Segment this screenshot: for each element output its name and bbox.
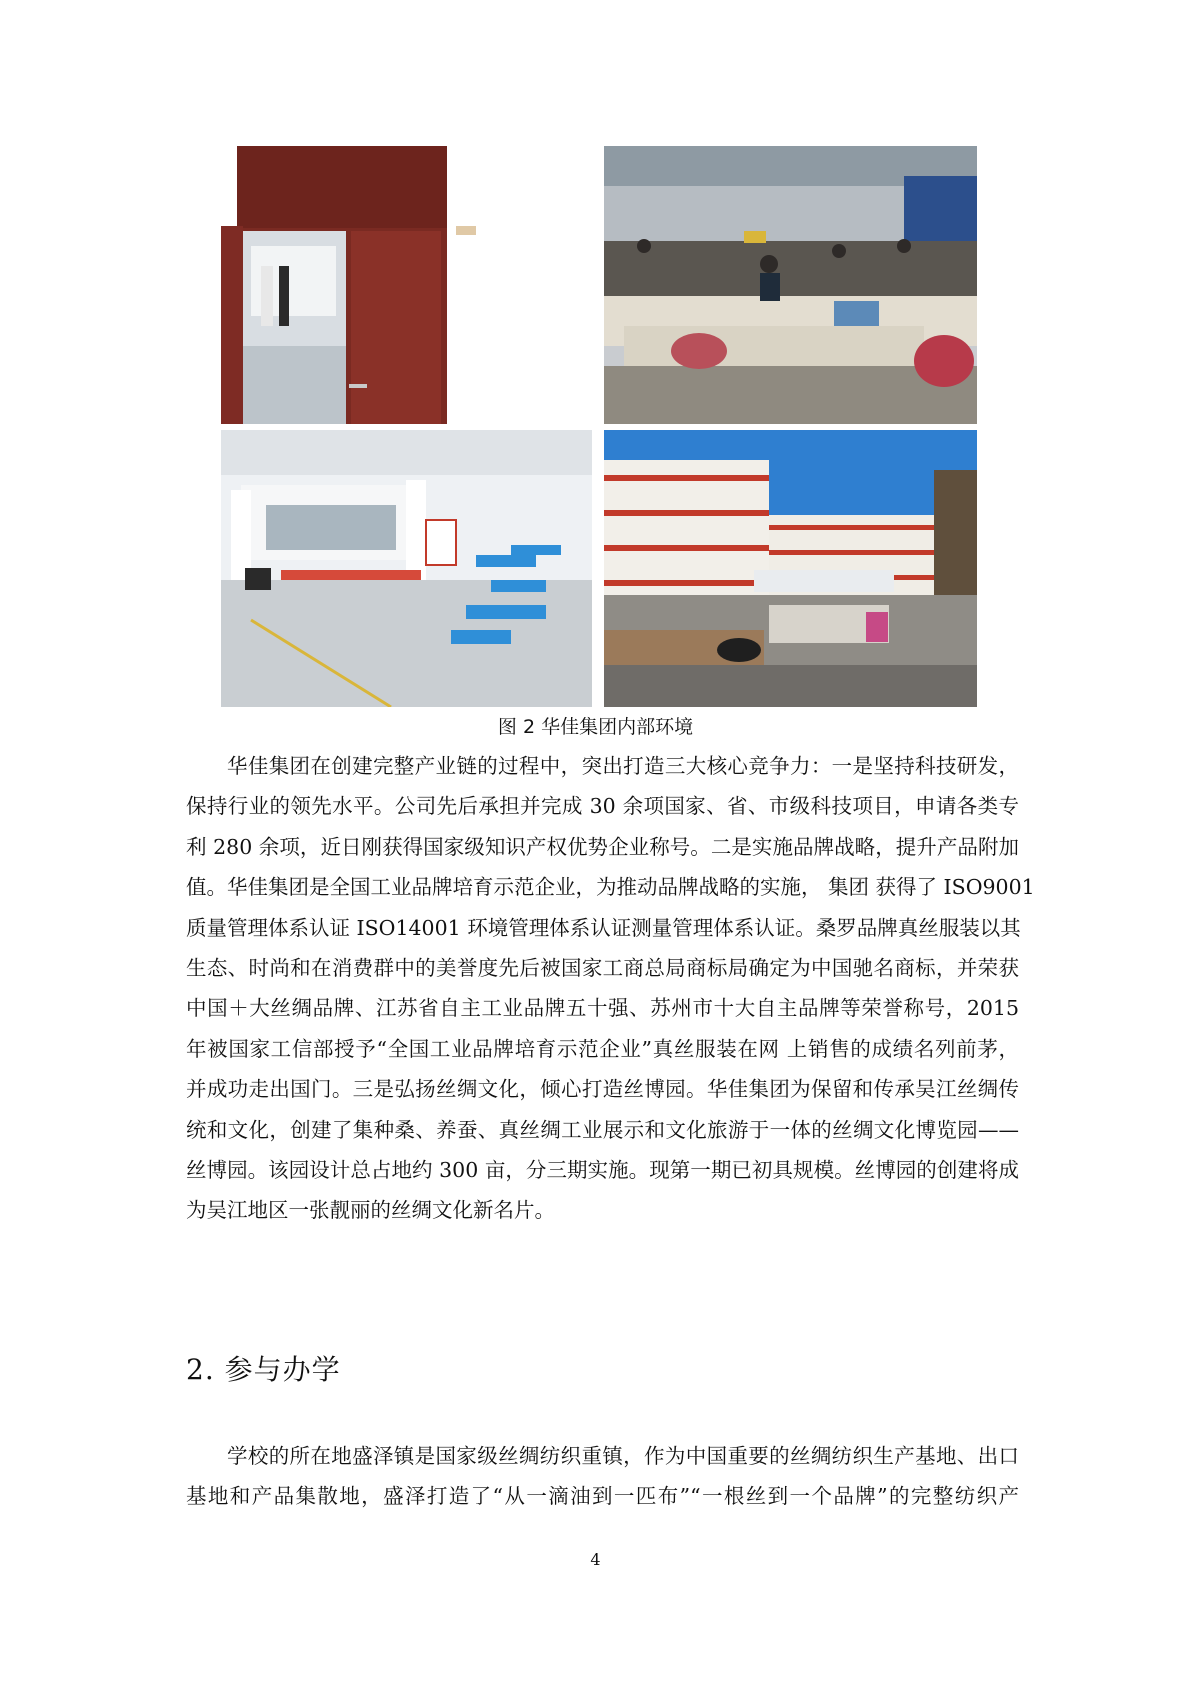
section1-paragraph	[186, 746, 1035, 1231]
photo-dormitory-buildings	[604, 430, 977, 707]
paragraph-line: 值。华佳集团是全国工业品牌培育示范企业，为推动品牌战略的实施， 集团 获得了 ISO9001	[186, 875, 1035, 900]
paragraph-line: 统和文化，创建了集种桑、养蚕、真丝绸工业展示和文化旅游于一体的丝绸文化博览园——	[186, 1117, 1019, 1142]
paragraph-line: 基地和产品集散地，盛泽打造了“从一滴油到一匹布”“一根丝到一个品牌”的完整纺织产	[186, 1484, 1019, 1509]
photo-canteen-hall	[221, 430, 592, 707]
paragraph-line: 生态、时尚和在消费群中的美誉度先后被国家工商总局商标局确定为中国驰名商标，并荣获	[186, 956, 1019, 981]
figure-caption: 图 2 华佳集团内部环境	[497, 716, 694, 738]
paragraph-line: 为吴江地区一张靓丽的丝绸文化新名片。	[186, 1198, 555, 1223]
page-number: 4	[590, 1550, 601, 1569]
section2-paragraph	[186, 1436, 1019, 1517]
paragraph-line: 学校的所在地盛泽镇是国家级丝绸纺织重镇，作为中国重要的丝绸纺织生产基地、出口	[227, 1444, 1019, 1468]
paragraph-line: 保持行业的领先水平。公司先后承担并完成 30 余项国家、省、市级科技项目，申请各类专	[186, 794, 1019, 819]
paragraph-line: 丝博园。该园设计总占地约 300 亩，分三期实施。现第一期已初具规模。丝博园的创建将成	[186, 1158, 1019, 1183]
section-heading: 2. 参与办学	[186, 1353, 341, 1386]
photo-office-doorway	[221, 146, 585, 424]
paragraph-line: 并成功走出国门。三是弘扬丝绸文化，倾心打造丝博园。华佳集团为保留和传承吴江丝绸传	[186, 1077, 1019, 1102]
paragraph-line: 质量管理体系认证 ISO14001 环境管理体系认证测量管理体系认证。桑罗品牌真丝服装以其	[186, 915, 1021, 940]
paragraph-line: 中国＋大丝绸品牌、江苏省自主工业品牌五十强、苏州市十大自主品牌等荣誉称号，2015	[186, 996, 1019, 1021]
paragraph-line: 利 280 余项，近日刚获得国家级知识产权优势企业称号。二是实施品牌战略，提升产品附加	[186, 834, 1019, 859]
photo-sewing-workshop	[604, 146, 977, 424]
paragraph-line: 年被国家工信部授予“全国工业品牌培育示范企业”真丝服装在网 上销售的成绩名列前茅，	[186, 1036, 1019, 1061]
paragraph-line: 华佳集团在创建完整产业链的过程中，突出打造三大核心竞争力：一是坚持科技研发，	[227, 754, 1019, 778]
